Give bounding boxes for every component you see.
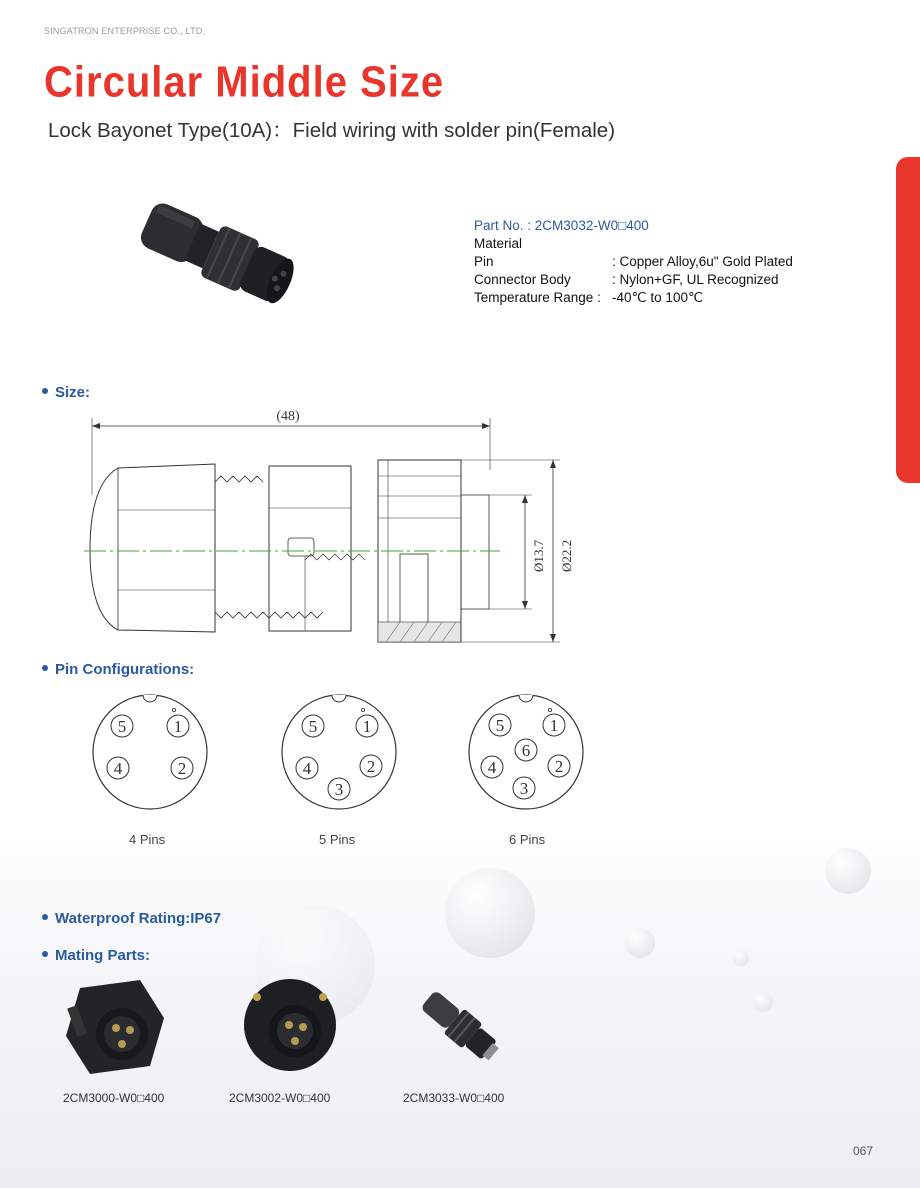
decorative-bubble: [733, 950, 749, 966]
mating-part-image: [235, 975, 345, 1075]
mating-part-label: 2CM3002-W0□400: [229, 1091, 331, 1105]
page-subtitle: Lock Bayonet Type(10A)：Field wiring with solder pin(Female): [48, 119, 616, 142]
page-title: Circular Middle Size: [44, 58, 445, 107]
dimension-drawing: [60, 400, 580, 650]
outer-diameter-label: Ø22.2: [559, 539, 574, 572]
decorative-bubble: [825, 848, 871, 894]
spec-value: : Nylon+GF, UL Recognized: [612, 272, 779, 287]
pin-number: 4: [487, 758, 497, 777]
section-waterproof-label: Waterproof Rating:IP67: [55, 910, 222, 927]
pin-diagram-6: [466, 692, 586, 812]
pin-config-label: 5 Pins: [319, 832, 356, 847]
pin-number: 5: [117, 717, 127, 736]
page-number: 067: [853, 1144, 874, 1158]
section-waterproof: [42, 910, 221, 927]
decorative-bubble: [625, 928, 655, 958]
material-label: Material: [474, 236, 523, 251]
pin-config-label: 4 Pins: [129, 832, 166, 847]
section-size: [42, 384, 90, 401]
pin-config-label: 6 Pins: [509, 832, 546, 847]
spec-label: Connector Body: [474, 272, 571, 287]
decorative-bubble: [753, 992, 773, 1012]
spec-row-body: [474, 271, 779, 289]
section-pin-config: [42, 661, 194, 678]
pin-number: 5: [308, 717, 318, 736]
bullet-icon: [42, 914, 48, 920]
pin-number: 4: [113, 759, 123, 778]
spec-label: Pin: [474, 254, 494, 269]
mating-part-label: 2CM3033-W0□400: [403, 1091, 505, 1105]
section-mating: [42, 947, 150, 964]
length-dimension: (48): [276, 409, 300, 424]
inner-diameter-label: Ø13.7: [531, 539, 546, 572]
material-row: [474, 235, 649, 253]
pin-number: 1: [173, 717, 183, 736]
side-tab: [896, 157, 920, 483]
company-name: SINGATRON ENTERPRISE CO., LTD.: [44, 26, 206, 36]
pin-number: 4: [302, 759, 312, 778]
spec-block: [474, 217, 793, 307]
part-number-label: Part No. :: [474, 218, 532, 233]
pin-number: 3: [519, 779, 529, 798]
section-size-label: Size:: [55, 384, 91, 401]
bullet-icon: [42, 388, 48, 394]
pin-number: 2: [177, 759, 187, 778]
spec-row-pin: [474, 253, 793, 271]
spec-label: Temperature Range :: [474, 290, 601, 305]
mating-part-image: [60, 978, 170, 1078]
mating-part-label: 2CM3000-W0□400: [63, 1091, 165, 1105]
bullet-icon: [42, 665, 48, 671]
pin-number: 6: [521, 741, 531, 760]
section-pin-config-label: Pin Configurations:: [55, 661, 195, 678]
part-number-value: 2CM3032-W0□400: [534, 218, 649, 233]
pin-number: 5: [495, 716, 505, 735]
pin-number: 2: [366, 757, 376, 776]
pin-diagram-4: [90, 692, 210, 812]
spec-value: -40℃ to 100℃: [612, 290, 704, 305]
spec-row-temp: [474, 289, 704, 307]
mating-part-image: [408, 976, 513, 1076]
pin-diagram-5: [279, 692, 399, 812]
part-number-row: [474, 217, 649, 235]
pin-number: 2: [554, 757, 564, 776]
pin-number: 3: [334, 780, 344, 799]
product-image: [130, 188, 300, 318]
spec-value: : Copper Alloy,6u" Gold Plated: [612, 254, 793, 269]
pin-number: 1: [549, 716, 559, 735]
bullet-icon: [42, 951, 48, 957]
pin-number: 1: [362, 717, 372, 736]
section-mating-label: Mating Parts:: [55, 947, 151, 964]
decorative-bubble: [445, 868, 535, 958]
